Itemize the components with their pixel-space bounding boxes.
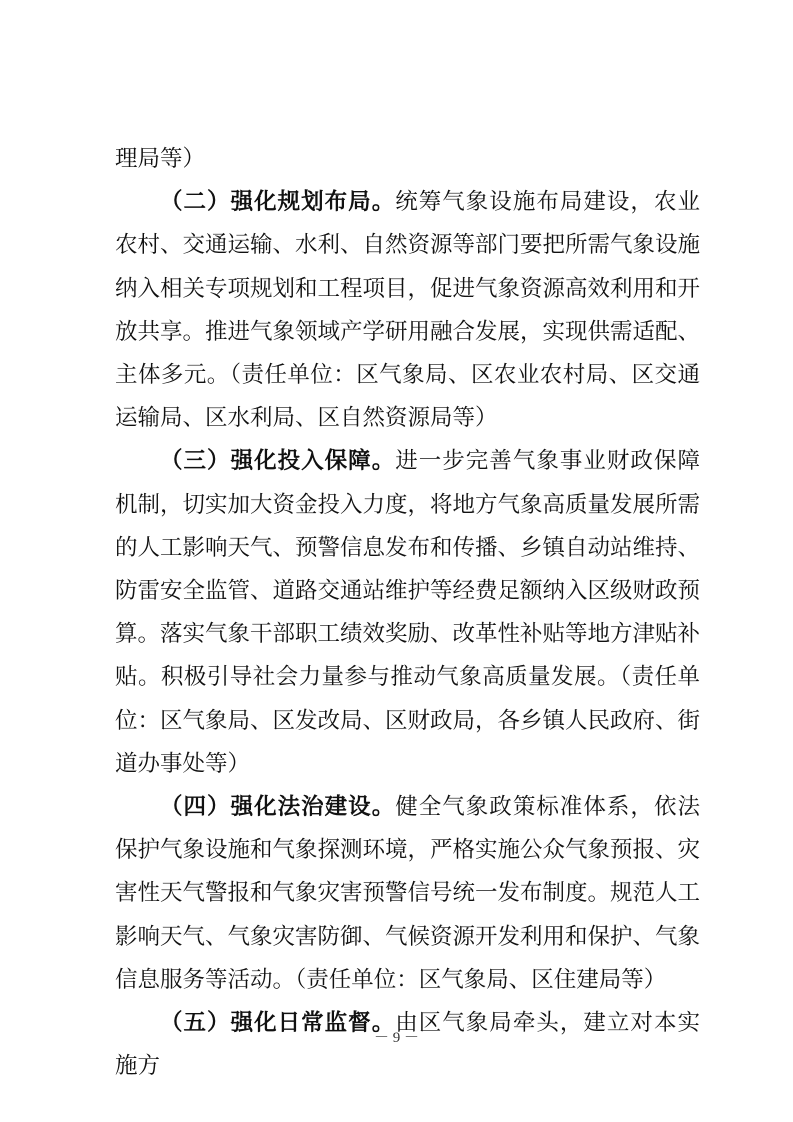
paragraph-text: 健全气象政策标准体系，依法保护气象设施和气象探测环境，严格实施公众气象预报、灾害性天气警报和气象灾害预警信号统一发布制度。规范人工影响天气、气象灾害防御、气候资源开发利用和保护、气象信息服务等活动。（责任单位：区气象局、区住建局等） — [115, 794, 701, 993]
paragraph-heading: （四）强化法治建设。 — [160, 794, 396, 821]
paragraph-planning-layout — [115, 181, 700, 440]
page-number: － 9 － — [373, 1030, 419, 1046]
paragraph-text: 统筹气象设施布局建设，农业农村、交通运输、水利、自然资源等部门要把所需气象设施纳入相关专项规划和工程项目，促进气象资源高效利用和开放共享。推进气象领域产学研用融合发展，实现供需适配、主体多元。（责任单位：区气象局、区农业农村局、区交通运输局、区水利局、区自然资源局等） — [115, 189, 701, 432]
paragraph-heading: （五）强化日常监督。 — [160, 1010, 396, 1037]
paragraph-rule-of-law — [115, 786, 700, 1002]
paragraph-continuation — [115, 138, 700, 181]
paragraph-heading: （二）强化规划布局。 — [160, 189, 396, 216]
body-text — [115, 138, 700, 1088]
paragraph-text: 理局等） — [115, 146, 206, 172]
paragraph-heading: （三）强化投入保障。 — [160, 448, 396, 475]
paragraph-text: 由区气象局牵头，建立对本实施方 — [115, 1010, 700, 1080]
paragraph-investment-guarantee — [115, 440, 700, 786]
paragraph-text: 进一步完善气象事业财政保障机制，切实加大资金投入力度，将地方气象高质量发展所需的人工影响天气、预警信息发布和传播、乡镇自动站维持、防雷安全监管、道路交通站维护等经费足额纳入区级财政预算。落实气象干部职工绩效奖励、改革性补贴等地方津贴补贴。积极引导社会力量参与推动气象高质量发展。（责任单位：区气象局、区发改局、区财政局，各乡镇人民政府、街道办事处等） — [115, 448, 701, 777]
